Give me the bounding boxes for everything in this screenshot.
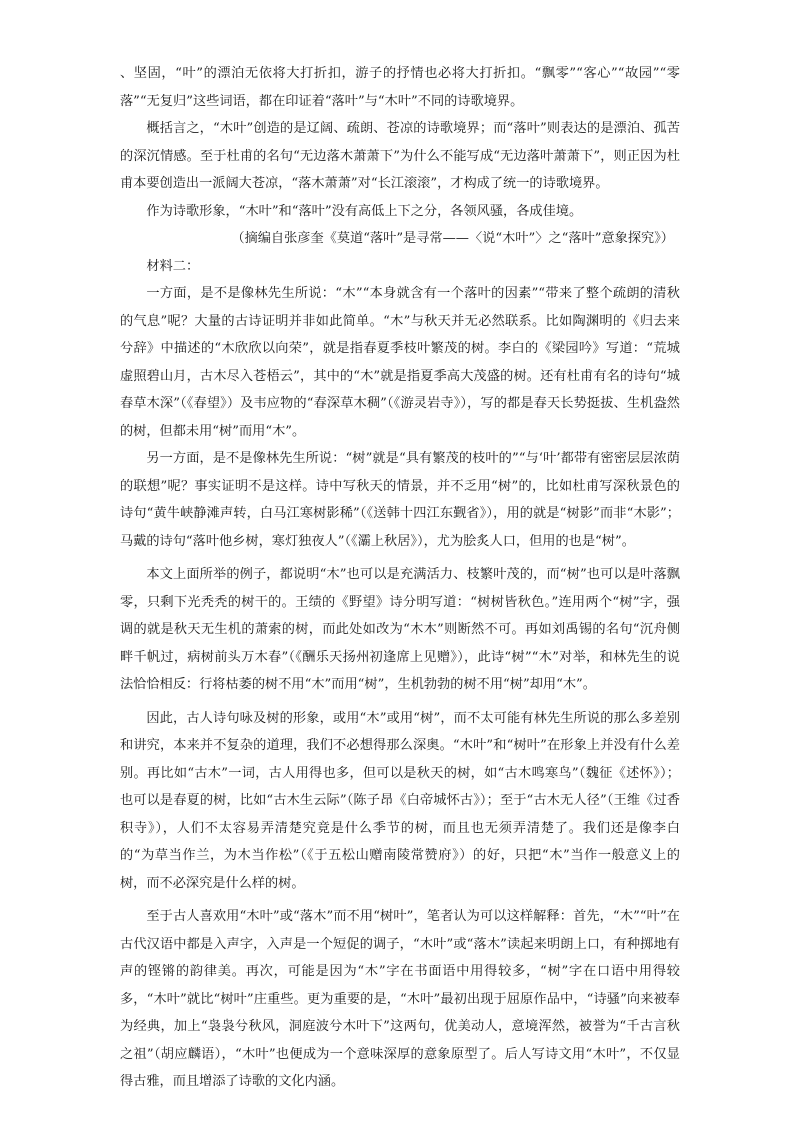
paragraph-1: 、坚固，“叶”的漂泊无依将大打折扣，游子的抒情也必将大打折扣。“飘零”“客心”“故园”“零落”“无复归”这些词语，都在印证着“落叶”与“木叶”不同的诗歌境界。 bbox=[120, 66, 680, 109]
paragraph-7: 因此，古人诗句咏及树的形象，或用“木”或用“树”，而不太可能有林先生所说的那么多差别和讲究，本来并不复杂的道理，我们不必想得那么深奥。“木叶”和“树叶”在形象上并没有什么差别。再比如“古木”一词，古人用得也多，但可以是秋天的树，如“古木鸣寒鸟”（魏征《述怀》）；也可以是春夏的树，比如“古木生云际”（陈子昂《白帝城怀古》）；至于“古木无人径”（王维《过香积寺》），人们不太容易弄清楚究竟是什么季节的树，而且也无须弄清楚了。我们还是像李白的“为草当作兰，为木当作松”（《于五松山赠南陵常赞府》）的好，只把“木”当作一般意义上的树，而不必深究是什么样的树。 bbox=[120, 710, 680, 891]
source-citation: （摘编自张彦奎《莫道“落叶”是寻常——〈说“木叶”〉之“落叶”意象探究》） bbox=[231, 231, 674, 246]
material-two-label: 材料二： bbox=[146, 258, 200, 274]
paragraph-8: 至于古人喜欢用“木叶”或“落木”而不用“树叶”，笔者认为可以这样解释：首先，“木”“叶”在古代汉语中都是入声字，入声是一个短促的调子，“木叶”或“落木”读起来明朗上口，有种掷地有声的铿锵的韵律美。再次，可能是因为“木”字在书面语中用得较多，“树”字在口语中用得较多，“木叶”就比“树叶”庄重些。更为重要的是，“木叶”最初出现于屈原作品中，“诗骚”向来被奉为经典，加上“袅袅兮秋风，洞庭波兮木叶下”这两句，优美动人，意境浑然，被誉为“千古言秋之祖”（胡应麟语），“木叶”也便成为一个意味深厚的意象原型了。后人写诗文用“木叶”，不仅显得古雅，而且增添了诗歌的文化内涵。 bbox=[120, 909, 680, 1089]
paragraph-2: 概括言之，“木叶”创造的是辽阔、疏朗、苍凉的诗歌境界；而“落叶”则表达的是漂泊、孤苦的深沉情感。至于杜甫的名句“无边落木萧萧下”为什么不能写成“无边落叶萧萧下”，则正因为杜甫本要创造出一派阔大苍凉，“落木萧萧”对“长江滚滚”，才构成了统一的诗歌境界。 bbox=[120, 121, 680, 191]
paragraph-4: 一方面，是不是像林先生所说：“木”“本身就含有一个落叶的因素”“带来了整个疏朗的清秋的气息”呢？大量的古诗证明并非如此简单。“木”与秋天并无必然联系。比如陶渊明的《归去来兮辞》中描述的“木欣欣以向荣”，就是指春夏季枝叶繁茂的树。李白的《梁园吟》写道：“荒城虚照碧山月，古木尽入苍梧云”，其中的“木”就是指夏季高大茂盛的树。还有杜甫有名的诗句“城春草木深”（《春望》）及韦应物的“春深草木稠”（《游灵岩寺》），写的都是春天长势挺拔、生机盎然的树，但都未用“树”而用“木”。 bbox=[120, 286, 680, 439]
document-page bbox=[120, 60, 680, 1096]
paragraph-3: 作为诗歌形象，“木叶”和“落叶”没有高低上下之分，各领风骚，各成佳境。 bbox=[146, 203, 583, 219]
paragraph-5: 另一方面，是不是像林先生所说：“树”就是“具有繁茂的枝叶的”“与‘叶’都带有密密层层浓荫的联想”呢？事实证明不是这样。诗中写秋天的情景，并不乏用“树”的，比如杜甫写深秋景色的诗句“黄牛峡静滩声转，白马江寒树影稀”（《送韩十四江东觐省》），用的就是“树影”而非“木影”；马戴的诗句“落叶他乡树，寒灯独夜人”（《灞上秋居》），尤为脍炙人口，但用的也是“树”。 bbox=[120, 451, 680, 549]
paragraph-6: 本文上面所举的例子，都说明“木”也可以是充满活力、枝繁叶茂的，而“树”也可以是叶落飘零，只剩下光秃秃的树干的。王绩的《野望》诗分明写道：“树树皆秋色。”连用两个“树”字，强调的就是秋天无生机的萧索的树，而此处如改为“木木”则断然不可。再如刘禹锡的名句“沉舟侧畔千帆过，病树前头万木春”（《酬乐天扬州初逢席上见赠》），此诗“树”“木”对举，和林先生的说法恰恰相反：行将枯萎的树不用“木”而用“树”，生机勃勃的树不用“树”却用“木”。 bbox=[120, 567, 680, 692]
